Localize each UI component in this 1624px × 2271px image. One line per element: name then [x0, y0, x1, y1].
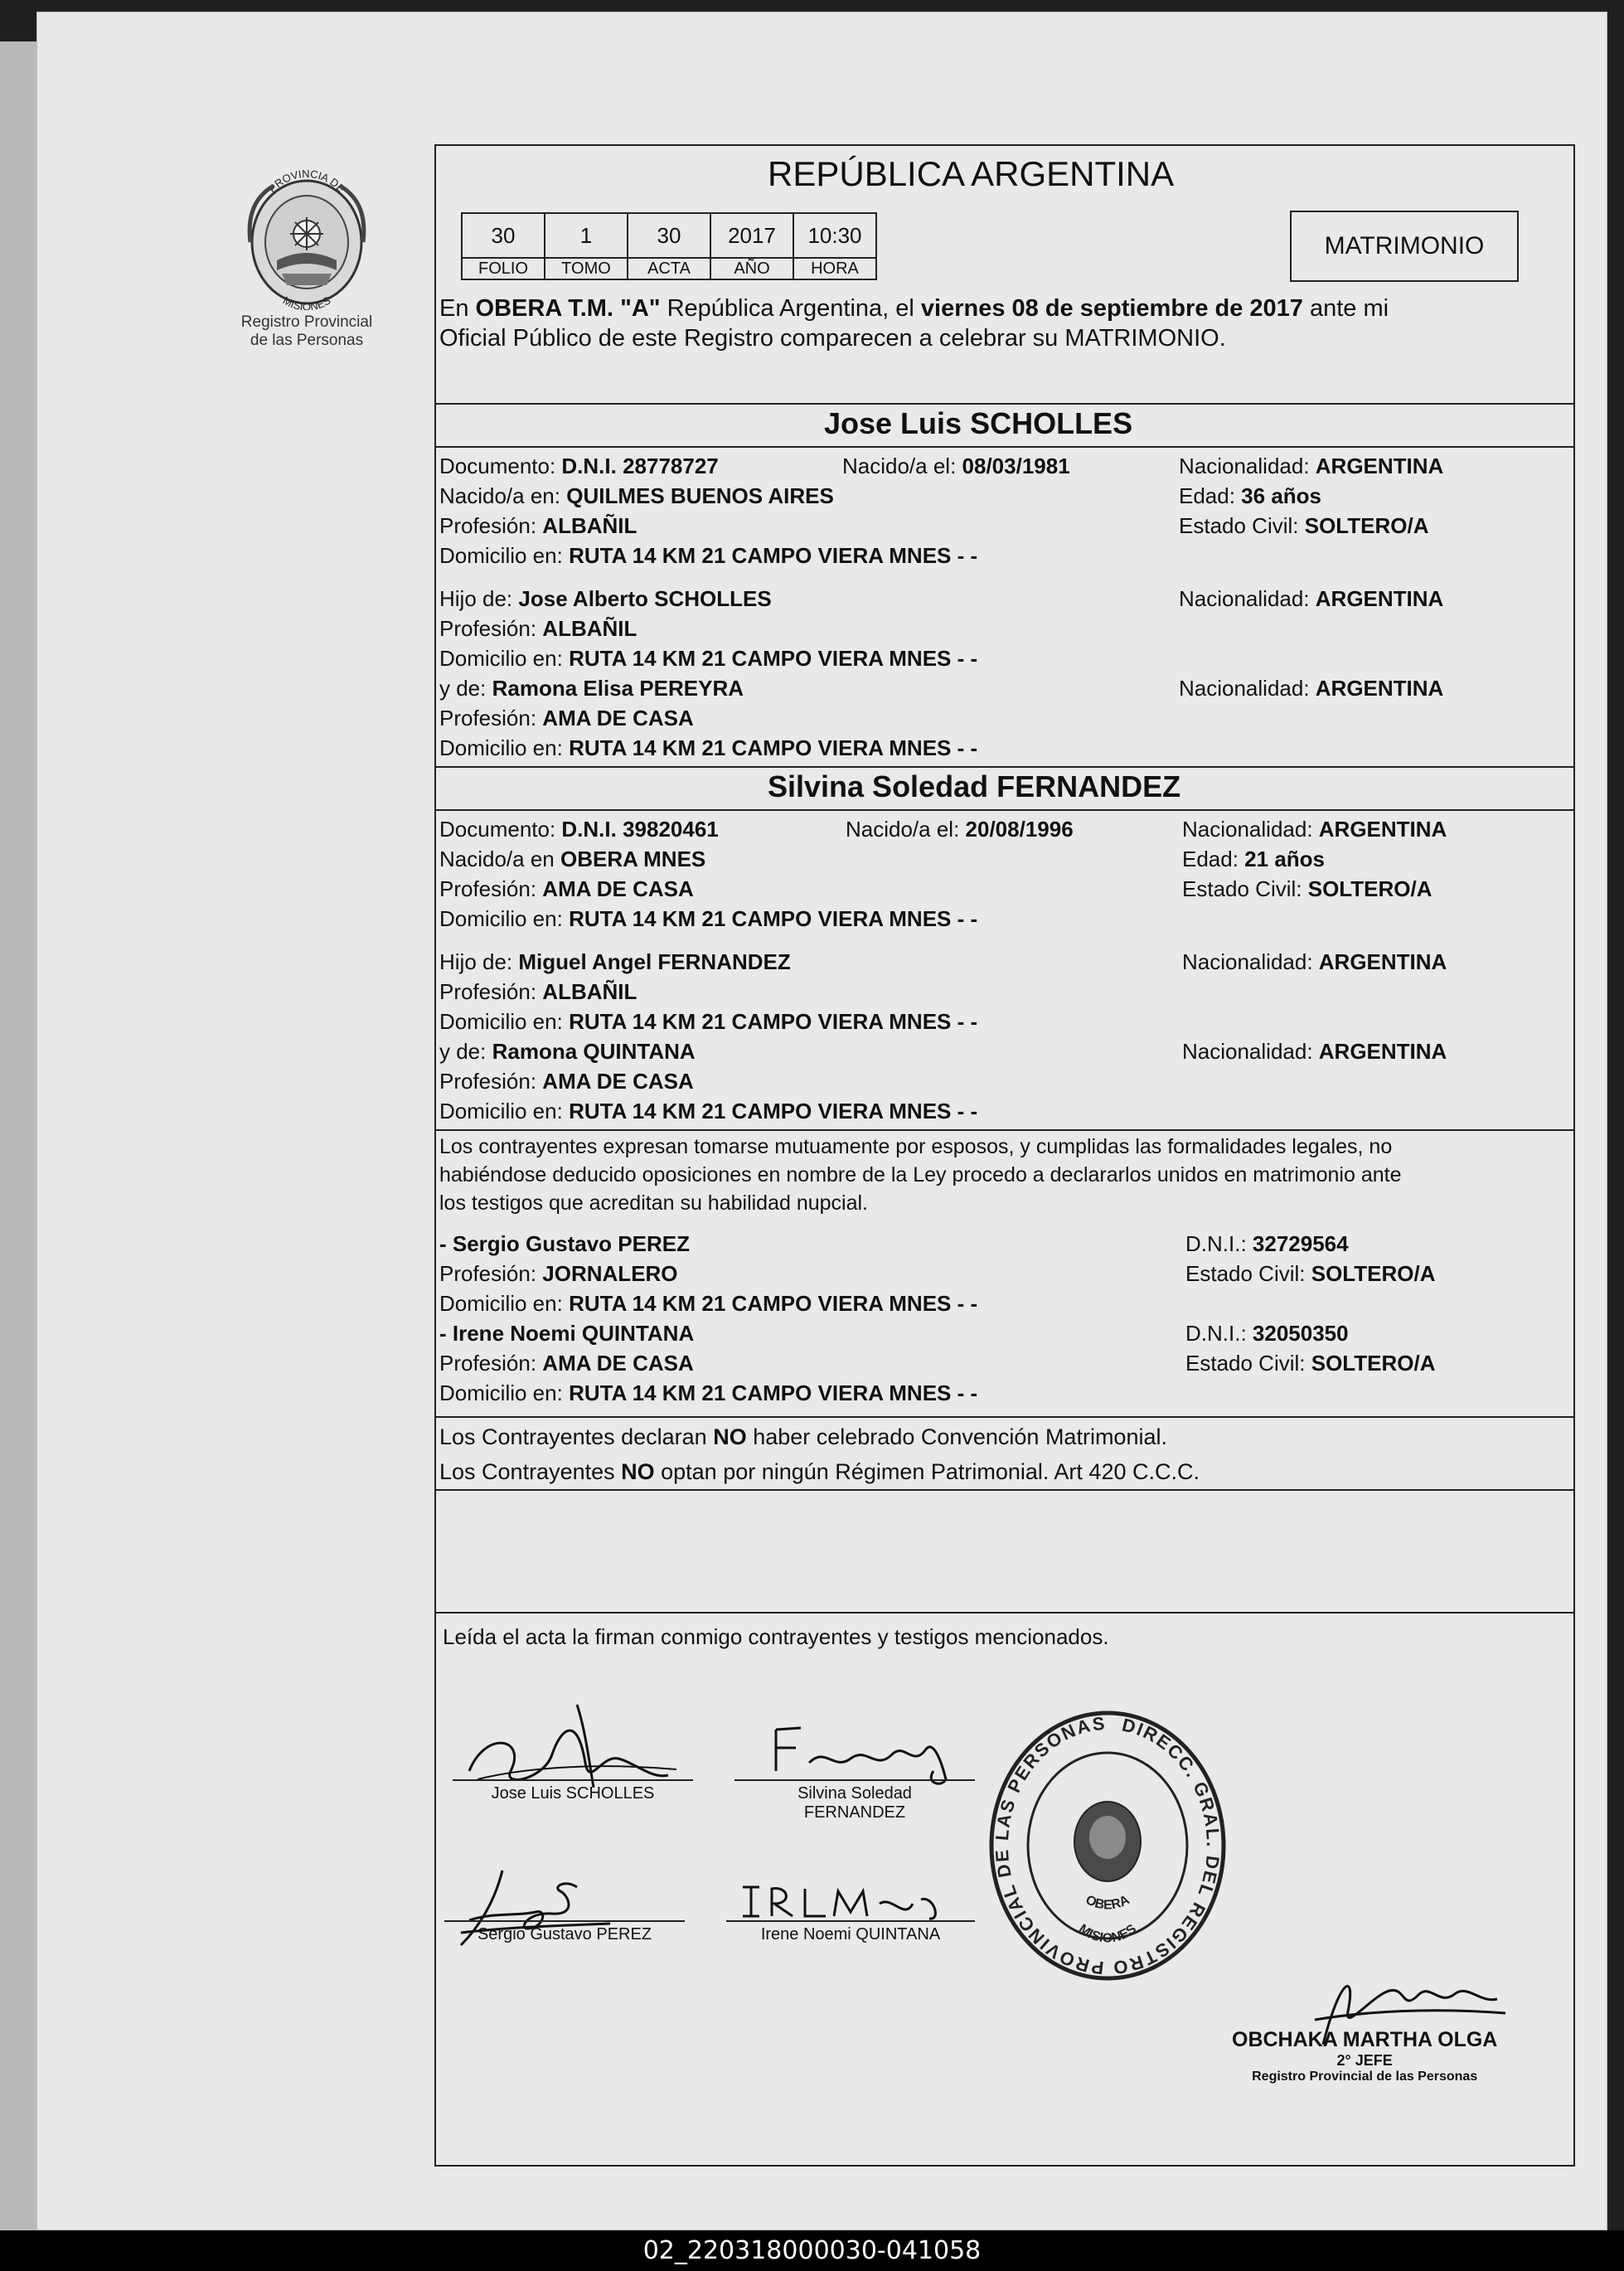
witness1-ids: D.N.I.: 32729564 Estado Civil: SOLTERO/A	[1185, 1231, 1436, 1286]
hora-label: HORA	[793, 258, 876, 279]
svg-text:OBERA: OBERA	[1083, 1892, 1132, 1913]
anio-label: AÑO	[710, 258, 793, 279]
folio-value: 30	[462, 213, 545, 258]
divider	[436, 403, 1573, 405]
intro-text: En OBERA T.M. "A" República Argentina, el viernes 08 de septiembre de 2017 ante mi Oficial Público de este Registro comparecen a celebrar su MATRIMONIO.	[439, 295, 1389, 352]
official-title: 2° JEFE	[1336, 2052, 1393, 2069]
spouse2-col-right: Nacionalidad: ARGENTINA Edad: 21 años Estado Civil: SOLTERO/A	[1182, 817, 1447, 901]
tomo-value: 1	[545, 213, 628, 258]
provincial-crest-icon	[240, 169, 373, 310]
tomo-label: TOMO	[545, 258, 628, 279]
certificate-frame	[434, 144, 1575, 2167]
declaration-text: Los contrayentes expresan tomarse mutuamente por esposos, y cumplidas las formalidades legales, no habiéndose deducido oposiciones en nombre de la Ley procedo a declararlos unidos en matrimonio ante los testigos que acreditan su habilidad nupcial.	[439, 1135, 1402, 1215]
convention-text: Los Contrayentes declaran NO haber celebrado Convención Matrimonial. Los Contrayentes NO optan por ningún Régimen Patrimonial. Art 420 C.C.C.	[439, 1424, 1200, 1484]
divider	[436, 1416, 1573, 1418]
divider	[436, 446, 1573, 448]
logo-caption: Registro Provincial de las Personas	[240, 313, 373, 349]
signature-spouse1-name: Jose Luis SCHOLLES	[491, 1784, 655, 1803]
certificate-type: MATRIMONIO	[1290, 211, 1519, 282]
divider	[436, 766, 1573, 768]
signature-spouse2-icon	[734, 1705, 983, 1796]
spouse2-birthdate: Nacido/a el: 20/08/1996	[846, 817, 1074, 842]
official-office: Registro Provincial de las Personas	[1252, 2070, 1478, 2084]
witnesses-col-left: - Sergio Gustavo PEREZ Profesión: JORNALERO Domicilio en: RUTA 14 KM 21 CAMPO VIERA MNES - - - Irene Noemi QUINTANA Profesión: AMA DE CASA Domicilio en: RUTA 14 KM 21 CAMPO VIERA MNES - -	[439, 1231, 978, 1405]
spouse2-father-nationality: Nacionalidad: ARGENTINA	[1182, 949, 1447, 974]
svg-text:MISIONES: MISIONES	[1075, 1921, 1140, 1946]
spouse2-name: Silvina Soledad FERNANDEZ	[768, 769, 1181, 803]
svg-text:PROVINCIA DE: PROVINCIA DE	[265, 169, 348, 196]
svg-text:DIRECC. GRAL. DEL REGISTRO PRO: DIRECC. GRAL. DEL REGISTRO PROVINCIAL DE LAS PERSONAS	[991, 1712, 1224, 1979]
official-seal-icon	[983, 1705, 1232, 2003]
file-name-bar: 02_220318000030-041058	[0, 2230, 1624, 2271]
witness2-ids: D.N.I.: 32050350 Estado Civil: SOLTERO/A	[1185, 1321, 1436, 1376]
document-page	[36, 12, 1607, 2230]
record-table	[461, 212, 877, 280]
spouse1-col-left: Documento: D.N.I. 28778727 Nacido/a en: QUILMES BUENOS AIRES Profesión: ALBAÑIL Domicilio en: RUTA 14 KM 21 CAMPO VIERA MNES - - Hijo de: Jose Alberto SCHOLLES Profesión: ALBAÑIL Domicilio en: RUTA 14 KM 21 CAMPO VIERA MNES - - y de: Ramona Elisa PEREYRA Profesión: AMA DE CASA Domicilio en: RUTA 14 KM 21 CAMPO VIERA MNES - -	[439, 454, 978, 760]
misiones-logo	[217, 169, 396, 350]
spouse1-col-right: Nacionalidad: ARGENTINA Edad: 36 años Estado Civil: SOLTERO/A	[1179, 454, 1444, 538]
signature-witness1-icon	[444, 1854, 693, 1962]
anio-value: 2017	[710, 213, 793, 258]
official-name: OBCHAKA MARTHA OLGA	[1232, 2028, 1498, 2051]
spouse1-father-nationality: Nacionalidad: ARGENTINA	[1179, 586, 1444, 611]
spouse1-mother-nationality: Nacionalidad: ARGENTINA	[1179, 676, 1444, 701]
spouse2-mother-nationality: Nacionalidad: ARGENTINA	[1182, 1039, 1447, 1064]
divider	[436, 1489, 1573, 1491]
divider	[436, 809, 1573, 811]
signature-witness2-name: Irene Noemi QUINTANA	[760, 1925, 941, 1943]
acta-value: 30	[628, 213, 710, 258]
spouse2-col-left: Documento: D.N.I. 39820461 Nacido/a en OBERA MNES Profesión: AMA DE CASA Domicilio en: RUTA 14 KM 21 CAMPO VIERA MNES - - Hijo de: Miguel Angel FERNANDEZ Profesión: ALBAÑIL Domicilio en: RUTA 14 KM 21 CAMPO VIERA MNES - - y de: Ramona QUINTANA Profesión: AMA DE CASA Domicilio en: RUTA 14 KM 21 CAMPO VIERA MNES - -	[439, 817, 978, 1123]
country-title: REPÚBLICA ARGENTINA	[768, 154, 1175, 193]
divider	[436, 1612, 1573, 1613]
official-block	[1232, 2028, 1497, 2084]
previous-page-edge	[0, 41, 36, 2230]
signature-witness1-name: Sergio Gustavo PEREZ	[477, 1925, 652, 1943]
folio-label: FOLIO	[462, 258, 545, 279]
spouse1-name: Jose Luis SCHOLLES	[824, 406, 1133, 440]
acta-label: ACTA	[628, 258, 710, 279]
divider	[436, 1129, 1573, 1131]
signature-spouse2-name: Silvina Soledad FERNANDEZ	[797, 1784, 912, 1822]
hora-value: 10:30	[793, 213, 876, 258]
closing-text: Leída el acta la firman conmigo contrayentes y testigos mencionados.	[443, 1624, 1109, 1649]
svg-text:MISIONES: MISIONES	[280, 294, 333, 310]
spouse1-birthdate: Nacido/a el: 08/03/1981	[842, 454, 1070, 478]
